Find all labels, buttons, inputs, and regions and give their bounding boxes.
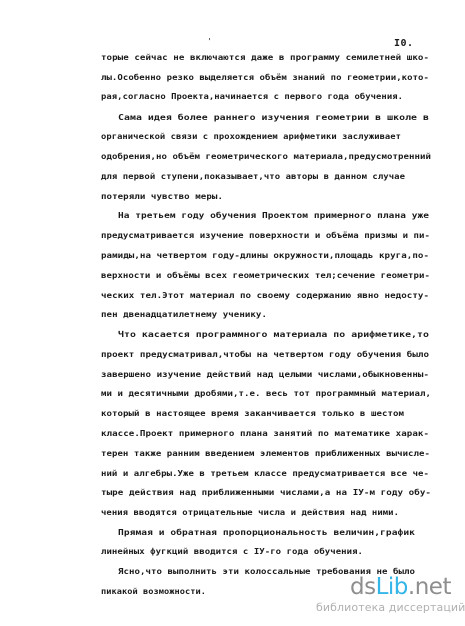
text-line: предусматривается изучение поверхности и объёма призмы и пи- bbox=[101, 231, 430, 240]
text-line: рамиды,на четвертом году-длины окружности,площадь круга,по- bbox=[101, 251, 429, 260]
text-line: На третьем году обучения Проектом примерного плана уже bbox=[118, 211, 429, 220]
text-line: терен также ранним введением элементов приближенных вычисле- bbox=[101, 449, 430, 458]
text-line: верхности и объёмы всех геометрических тел;сечение геометри- bbox=[101, 271, 430, 280]
text-line: для первой ступени,показывает,что авторы в данном случае bbox=[101, 172, 405, 181]
text-line: пикакой возможности. bbox=[101, 587, 206, 596]
text-line: чения вводятся отрицательные числа и действия над ними. bbox=[101, 508, 399, 517]
watermark-logo-part-ds: ds bbox=[350, 574, 376, 600]
watermark-logo bbox=[350, 574, 451, 600]
watermark-logo-part-lib: Lib bbox=[375, 574, 408, 600]
text-line: ческих тел.Этот материал по своему содержанию явно недосту- bbox=[101, 291, 429, 300]
text-line: одобрения,но объём геометрического материала,предусмотренний bbox=[101, 152, 431, 161]
text-line: Что касается программного материала по арифметике,то bbox=[118, 330, 429, 339]
text-line: линейных фугкций вводится с IУ-го года обучения. bbox=[101, 547, 363, 556]
text-line: органической связи с прохождением арифметики заслуживает bbox=[101, 132, 401, 141]
text-line: тыре действия над приближенными числами,а на IУ-м году обу- bbox=[101, 488, 431, 497]
text-line: потеряли чувство меры. bbox=[101, 192, 223, 201]
text-line: ми и десятичными дробями,т.е. весь тот программный материал, bbox=[101, 389, 431, 398]
text-line: проект предусматривал,чтобы на четвертом году обучения было bbox=[101, 350, 429, 359]
text-line: классе.Проект примерного плана занятий по математике харак- bbox=[101, 429, 429, 438]
text-line: ний и алгебры.Уже в третьем классе предусматривается все че- bbox=[101, 469, 429, 478]
text-line: завершено изучение действий над целыми числами,обыкновенны- bbox=[101, 370, 429, 379]
text-line: Ясно,что выполнить эти колоссальные требования не было bbox=[118, 567, 415, 576]
dslib-watermark bbox=[316, 574, 465, 620]
text-line: пен двенадцатилетнему ученику. bbox=[101, 310, 267, 319]
text-line: лы.Особенно резко выделяется объём знаний по геометрии,кото- bbox=[101, 73, 429, 82]
text-line: Сама идея более раннего изучения геометрии в школе в bbox=[118, 113, 429, 122]
watermark-caption: библиотека диссертаций bbox=[316, 601, 465, 614]
page-number: I0. bbox=[394, 38, 414, 49]
text-line: рая,согласно Проекта,начинается с первого года обучения. bbox=[101, 92, 403, 101]
text-line: торые сейчас не включаются даже в программу семилетней шко- bbox=[101, 53, 429, 62]
text-line: который в настоящее время заканчивается только в шестом bbox=[101, 409, 404, 418]
stray-mark: ' bbox=[207, 37, 212, 46]
watermark-logo-part-net: .net bbox=[407, 574, 451, 600]
text-line: Прямая и обратная пропорциональность величин,график bbox=[118, 528, 415, 537]
